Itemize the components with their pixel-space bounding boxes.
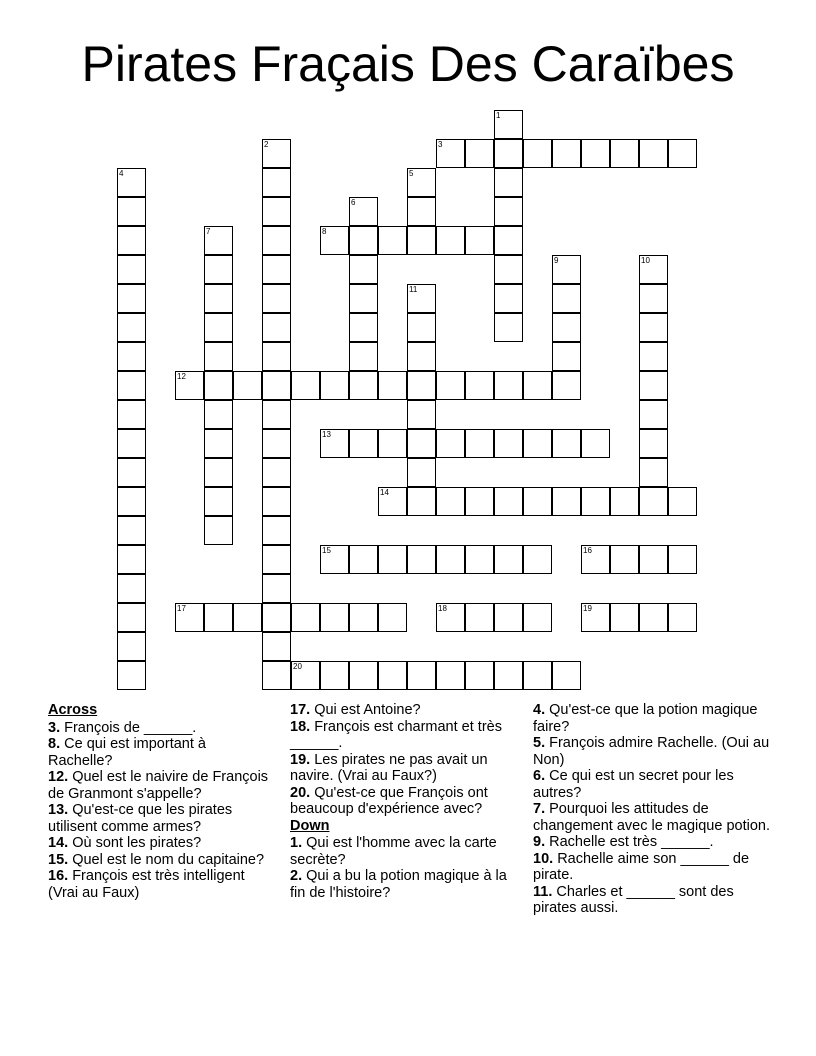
grid-cell[interactable]	[552, 661, 581, 690]
clue-item	[48, 720, 273, 737]
grid-cell[interactable]	[117, 284, 146, 313]
grid-cell[interactable]	[349, 603, 378, 632]
grid-cell[interactable]	[639, 139, 668, 168]
grid-cell[interactable]	[523, 487, 552, 516]
grid-cell[interactable]	[436, 226, 465, 255]
clue-item	[290, 868, 522, 901]
grid-cell[interactable]	[262, 255, 291, 284]
grid-cell[interactable]	[610, 487, 639, 516]
grid-cell[interactable]	[407, 400, 436, 429]
grid-cell[interactable]	[262, 371, 291, 400]
grid-cell[interactable]	[262, 313, 291, 342]
clue-text: Qui a bu la potion magique à la fin de l'histoire?	[290, 868, 507, 901]
grid-cell[interactable]	[639, 313, 668, 342]
clue-item	[48, 868, 273, 901]
grid-cell[interactable]	[117, 545, 146, 574]
grid-cell[interactable]	[523, 429, 552, 458]
grid-cell[interactable]	[668, 139, 697, 168]
grid-cell[interactable]	[262, 603, 291, 632]
grid-cell[interactable]	[523, 139, 552, 168]
clue-text: Qu'est-ce que la potion magique faire?	[533, 702, 758, 735]
grid-cell[interactable]	[349, 255, 378, 284]
grid-cell[interactable]	[552, 284, 581, 313]
grid-cell[interactable]	[204, 342, 233, 371]
grid-cell[interactable]	[407, 458, 436, 487]
grid-cell[interactable]	[117, 400, 146, 429]
grid-cell[interactable]	[262, 661, 291, 690]
grid-cell[interactable]	[117, 603, 146, 632]
clue-item	[290, 702, 522, 719]
clue-number-label: 16	[583, 546, 592, 555]
grid-cell[interactable]	[436, 661, 465, 690]
grid-cell[interactable]	[465, 371, 494, 400]
grid-cell[interactable]	[639, 284, 668, 313]
clue-number-label: 12	[177, 372, 186, 381]
clue-number: 14.	[48, 835, 69, 851]
grid-cell[interactable]	[494, 313, 523, 342]
grid-cell[interactable]	[407, 429, 436, 458]
grid-cell[interactable]	[668, 603, 697, 632]
grid-cell[interactable]	[204, 487, 233, 516]
grid-cell[interactable]	[117, 516, 146, 545]
grid-cell[interactable]	[233, 603, 262, 632]
clue-item	[290, 719, 522, 752]
grid-cell[interactable]	[639, 429, 668, 458]
down-heading: Down	[290, 817, 330, 834]
clue-column-1	[48, 702, 273, 901]
clue-number-label: 1	[496, 111, 501, 120]
clue-item	[290, 835, 522, 868]
grid-cell[interactable]	[233, 371, 262, 400]
grid-cell[interactable]	[117, 429, 146, 458]
grid-cell[interactable]	[262, 342, 291, 371]
clue-number: 13.	[48, 802, 69, 818]
clue-number-label: 9	[554, 256, 559, 265]
grid-cell[interactable]	[117, 313, 146, 342]
clue-number-label: 15	[322, 546, 331, 555]
grid-cell[interactable]	[639, 400, 668, 429]
grid-cell[interactable]	[465, 139, 494, 168]
clue-item	[290, 785, 522, 818]
grid-cell[interactable]	[465, 487, 494, 516]
grid-cell[interactable]	[204, 400, 233, 429]
clue-item	[290, 752, 522, 785]
grid-cell[interactable]	[494, 255, 523, 284]
clue-text: Les pirates ne pas avait un navire. (Vrai au Faux?)	[290, 751, 488, 784]
clue-number: 12.	[48, 769, 69, 785]
clue-number: 15.	[48, 851, 69, 868]
clue-item	[533, 801, 773, 834]
grid-cell[interactable]	[407, 313, 436, 342]
grid-cell[interactable]	[552, 429, 581, 458]
grid-cell[interactable]	[407, 661, 436, 690]
grid-cell[interactable]	[552, 371, 581, 400]
grid-cell[interactable]	[407, 342, 436, 371]
clue-text: François est très intelligent (Vrai au Faux)	[48, 868, 245, 901]
clue-number: 3.	[48, 719, 61, 736]
grid-cell[interactable]	[523, 545, 552, 574]
grid-cell[interactable]	[552, 313, 581, 342]
grid-cell[interactable]	[494, 197, 523, 226]
clue-text: Charles et ______ sont des pirates aussi.	[533, 883, 734, 916]
clue-number: 6.	[533, 768, 546, 784]
grid-cell[interactable]	[552, 487, 581, 516]
clue-number-label: 10	[641, 256, 650, 265]
grid-cell[interactable]	[436, 429, 465, 458]
grid-cell[interactable]	[465, 545, 494, 574]
grid-cell[interactable]	[117, 342, 146, 371]
grid-cell[interactable]	[610, 139, 639, 168]
clue-number-label: 4	[119, 169, 124, 178]
grid-cell[interactable]	[581, 139, 610, 168]
grid-cell[interactable]	[378, 226, 407, 255]
clue-text: Qu'est-ce que François ont beaucoup d'expérience avec?	[290, 784, 488, 817]
grid-cell[interactable]	[436, 545, 465, 574]
grid-cell[interactable]	[204, 284, 233, 313]
grid-cell[interactable]	[581, 487, 610, 516]
grid-cell[interactable]	[494, 545, 523, 574]
clue-text: François admire Rachelle. (Oui au Non)	[533, 735, 770, 768]
clue-text: Qui est l'homme avec la carte secrète?	[290, 835, 497, 868]
grid-cell[interactable]	[407, 226, 436, 255]
clue-number: 4.	[533, 702, 546, 718]
grid-cell[interactable]	[262, 284, 291, 313]
grid-cell[interactable]	[494, 487, 523, 516]
grid-cell[interactable]	[581, 429, 610, 458]
clue-number-label: 6	[351, 198, 356, 207]
grid-cell[interactable]	[117, 632, 146, 661]
grid-cell[interactable]	[465, 603, 494, 632]
grid-cell[interactable]	[668, 487, 697, 516]
clue-number: 19.	[290, 751, 311, 768]
grid-cell[interactable]	[262, 168, 291, 197]
grid-cell[interactable]	[320, 603, 349, 632]
grid-cell[interactable]	[349, 661, 378, 690]
clue-number: 17.	[290, 702, 311, 718]
grid-cell[interactable]	[320, 371, 349, 400]
clue-number: 5.	[533, 735, 546, 751]
clue-item	[48, 852, 273, 869]
clue-number-label: 14	[380, 488, 389, 497]
clue-number-label: 13	[322, 430, 331, 439]
grid-cell[interactable]	[262, 197, 291, 226]
grid-cell[interactable]	[494, 284, 523, 313]
clue-text: Quel est le naivire de François de Granmont s'appelle?	[48, 769, 269, 802]
clue-number-label: 11	[409, 285, 418, 294]
grid-cell[interactable]	[407, 371, 436, 400]
grid-cell[interactable]	[117, 255, 146, 284]
grid-cell[interactable]	[610, 545, 639, 574]
grid-cell[interactable]	[262, 632, 291, 661]
clue-text: Qui est Antoine?	[314, 702, 421, 718]
clue-column-2	[290, 702, 522, 901]
grid-cell[interactable]	[494, 429, 523, 458]
grid-cell[interactable]	[117, 487, 146, 516]
grid-cell[interactable]	[639, 342, 668, 371]
grid-cell[interactable]	[262, 574, 291, 603]
grid-cell[interactable]	[436, 487, 465, 516]
grid-cell[interactable]	[204, 429, 233, 458]
clue-item	[533, 851, 773, 884]
grid-cell[interactable]	[262, 400, 291, 429]
grid-cell[interactable]	[117, 371, 146, 400]
clue-item	[48, 769, 273, 802]
grid-cell[interactable]	[349, 313, 378, 342]
clue-text: Qu'est-ce que les pirates utilisent comme armes?	[48, 802, 233, 835]
clue-number-label: 5	[409, 169, 414, 178]
grid-cell[interactable]	[262, 429, 291, 458]
clue-text: Rachelle est très ______.	[549, 834, 714, 850]
grid-cell[interactable]	[668, 545, 697, 574]
clue-number: 1.	[290, 835, 303, 851]
clue-number-label: 8	[322, 227, 327, 236]
grid-cell[interactable]	[291, 371, 320, 400]
grid-cell[interactable]	[494, 168, 523, 197]
grid-cell[interactable]	[349, 284, 378, 313]
grid-cell[interactable]	[465, 429, 494, 458]
across-heading: Across	[48, 702, 98, 718]
grid-cell[interactable]	[378, 603, 407, 632]
grid-cell[interactable]	[262, 226, 291, 255]
grid-cell[interactable]	[117, 661, 146, 690]
grid-cell[interactable]	[407, 487, 436, 516]
clue-number: 11.	[533, 883, 553, 900]
grid-cell[interactable]	[349, 342, 378, 371]
grid-cell[interactable]	[494, 661, 523, 690]
grid-cell[interactable]	[552, 139, 581, 168]
clue-number-label: 7	[206, 227, 211, 236]
grid-cell[interactable]	[465, 226, 494, 255]
clue-number: 10.	[533, 850, 554, 867]
grid-cell[interactable]	[494, 371, 523, 400]
grid-cell[interactable]	[291, 603, 320, 632]
clue-text: François est charmant et très ______.	[290, 718, 502, 751]
grid-cell[interactable]	[610, 603, 639, 632]
grid-cell[interactable]	[204, 516, 233, 545]
grid-cell[interactable]	[639, 603, 668, 632]
clue-number-label: 3	[438, 140, 443, 149]
clue-number: 20.	[290, 784, 311, 801]
clue-number: 18.	[290, 718, 311, 735]
grid-cell[interactable]	[639, 487, 668, 516]
grid-cell[interactable]	[378, 545, 407, 574]
grid-cell[interactable]	[262, 487, 291, 516]
grid-cell[interactable]	[407, 545, 436, 574]
grid-cell[interactable]	[204, 255, 233, 284]
grid-cell[interactable]	[465, 661, 494, 690]
clue-item	[533, 884, 773, 917]
clue-column-3	[533, 702, 773, 917]
grid-cell[interactable]	[349, 429, 378, 458]
grid-cell[interactable]	[349, 545, 378, 574]
grid-cell[interactable]	[117, 197, 146, 226]
grid-cell[interactable]	[378, 429, 407, 458]
clue-item	[48, 835, 273, 852]
grid-cell[interactable]	[552, 342, 581, 371]
grid-cell[interactable]	[639, 545, 668, 574]
clue-text: Ce qui est important à Rachelle?	[48, 736, 206, 769]
grid-cell[interactable]	[320, 661, 349, 690]
grid-cell[interactable]	[204, 313, 233, 342]
grid-cell[interactable]	[204, 458, 233, 487]
clue-number: 2.	[290, 868, 303, 884]
grid-cell[interactable]	[378, 661, 407, 690]
clue-number-label: 19	[583, 604, 592, 613]
clue-number: 8.	[48, 736, 61, 752]
grid-cell[interactable]	[436, 371, 465, 400]
grid-cell[interactable]	[639, 371, 668, 400]
clue-text: Pourquoi les attitudes de changement avec le magique potion.	[533, 801, 770, 834]
grid-cell[interactable]	[378, 371, 407, 400]
clue-text: Quel est le nom du capitaine?	[72, 851, 265, 868]
grid-cell[interactable]	[494, 139, 523, 168]
puzzle-title: Pirates Fraçais Des Caraïbes	[81, 36, 735, 92]
clue-item	[48, 802, 273, 835]
grid-cell[interactable]	[204, 371, 233, 400]
grid-cell[interactable]	[523, 371, 552, 400]
grid-cell[interactable]	[117, 574, 146, 603]
clue-text: François de ______.	[64, 719, 197, 736]
clue-number: 9.	[533, 834, 546, 850]
grid-cell[interactable]	[204, 603, 233, 632]
grid-cell[interactable]	[117, 226, 146, 255]
clue-text: Où sont les pirates?	[72, 835, 202, 851]
grid-cell[interactable]	[349, 371, 378, 400]
clue-text: Ce qui est un secret pour les autres?	[533, 768, 734, 801]
grid-cell[interactable]	[262, 516, 291, 545]
clue-text: Rachelle aime son ______ de pirate.	[533, 850, 750, 883]
clue-item	[48, 736, 273, 769]
grid-cell[interactable]	[523, 603, 552, 632]
grid-cell[interactable]	[262, 545, 291, 574]
grid-cell[interactable]	[494, 603, 523, 632]
grid-cell[interactable]	[262, 458, 291, 487]
clue-item	[533, 834, 773, 851]
grid-cell[interactable]	[349, 226, 378, 255]
clue-number-label: 18	[438, 604, 447, 613]
clue-item	[533, 735, 773, 768]
grid-cell[interactable]	[494, 226, 523, 255]
clue-number-label: 17	[177, 604, 186, 613]
clue-number-label: 20	[293, 662, 302, 671]
grid-cell[interactable]	[117, 458, 146, 487]
clue-cutoff-mask	[533, 950, 773, 962]
grid-cell[interactable]	[639, 458, 668, 487]
clue-item	[533, 702, 773, 735]
grid-cell[interactable]	[523, 661, 552, 690]
grid-cell[interactable]	[407, 197, 436, 226]
clue-number: 16.	[48, 868, 69, 884]
clue-number-label: 2	[264, 140, 269, 149]
clue-number: 7.	[533, 801, 546, 817]
clue-item	[533, 768, 773, 801]
